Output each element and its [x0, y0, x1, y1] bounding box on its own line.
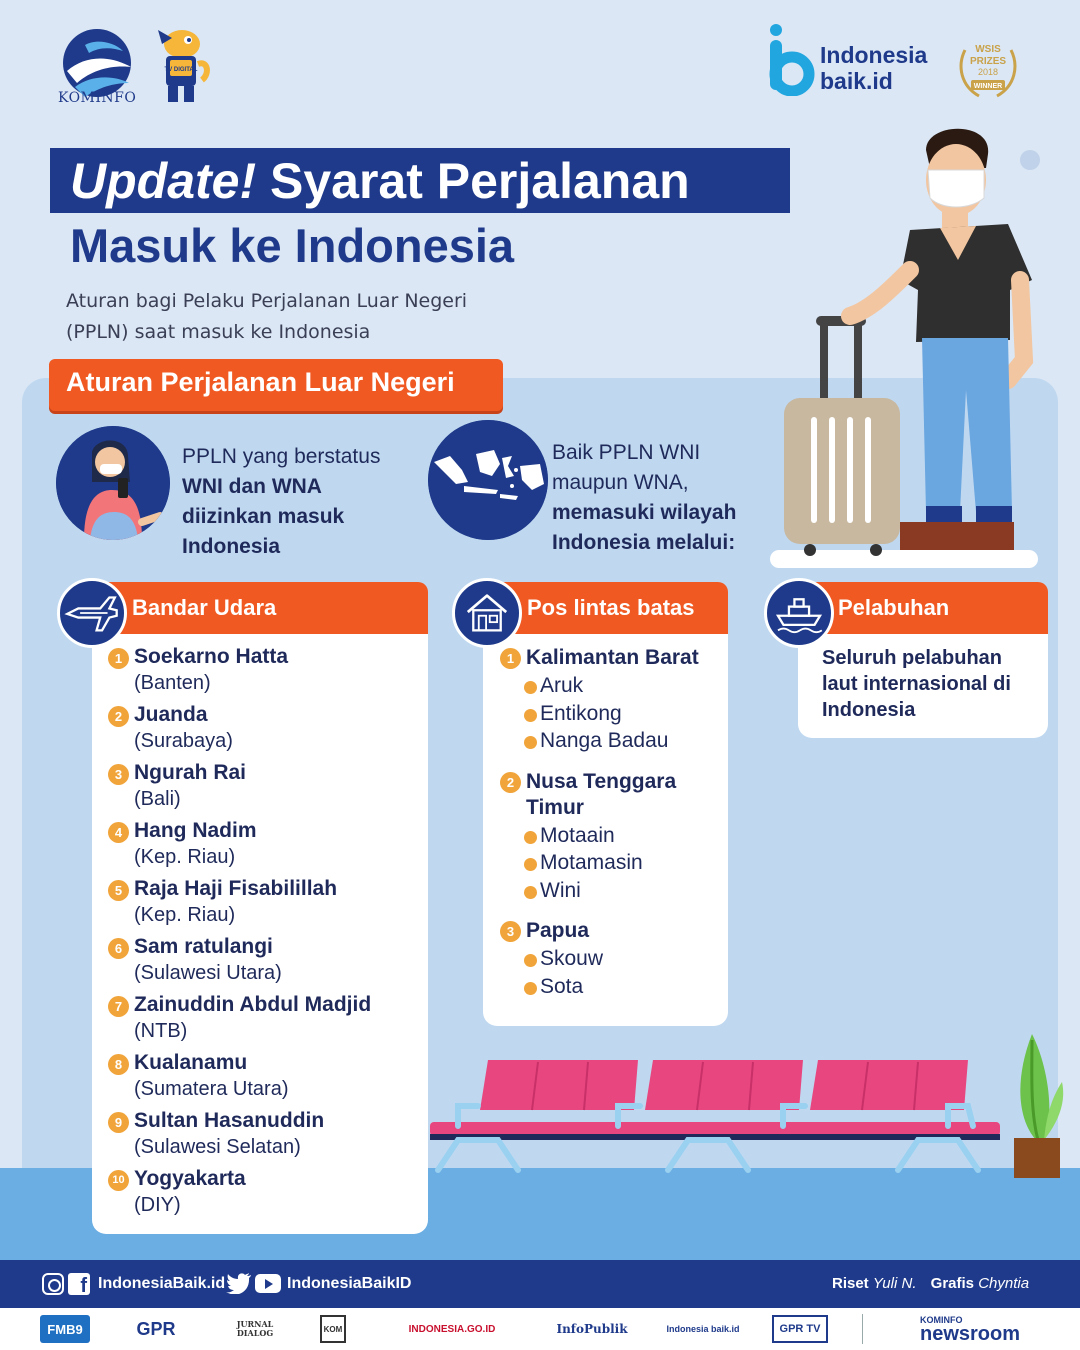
- jurnal-dialog-line-2: DIALOG: [236, 1328, 274, 1338]
- list-item: [498, 918, 726, 1000]
- rules-heading: Aturan Perjalanan Luar Negeri: [66, 367, 455, 397]
- intro-left-regular: PPLN yang berstatus: [182, 445, 381, 468]
- partner-gpr-logo: GPR: [136, 1318, 176, 1339]
- airport-region: (Sulawesi Selatan): [134, 1136, 301, 1158]
- wsis-award-badge-icon: [955, 36, 1021, 102]
- airport-name: Yogyakarta: [134, 1167, 246, 1190]
- intro-right-regular-1: Baik PPLN WNI: [552, 441, 701, 464]
- airport-name: Juanda: [134, 703, 208, 726]
- instagram-icon[interactable]: [42, 1273, 64, 1295]
- airport-name: Zainuddin Abdul Madjid: [134, 993, 372, 1016]
- potted-plant-icon: [1010, 1030, 1070, 1178]
- border-post: Aruk: [524, 672, 726, 700]
- mascot-tv-label: TV DIGITAL: [164, 67, 198, 73]
- award-line-3: 2018: [977, 67, 999, 77]
- airport-region: (Banten): [134, 672, 211, 694]
- partner-jurnal-dialog-logo: [232, 1315, 278, 1343]
- number-badge: 2: [500, 772, 521, 793]
- airport-list: [106, 644, 426, 1224]
- credit-graphic-label: Grafis: [930, 1275, 975, 1292]
- partner-komunika-logo: KOM: [320, 1315, 346, 1343]
- number-badge: 5: [108, 880, 129, 901]
- port-section-title: Pelabuhan: [838, 595, 950, 620]
- border-post-house-icon: [452, 578, 522, 648]
- border-post: Sota: [524, 973, 726, 1001]
- list-item: [498, 769, 726, 905]
- credits: [832, 1275, 1039, 1292]
- partner-indonesiabaik-logo: Indonesia baik.id: [666, 1324, 740, 1334]
- social-handle-id[interactable]: IndonesiaBaikID: [287, 1275, 412, 1292]
- list-item: [106, 1108, 426, 1166]
- brand-line-2: baik.id: [820, 68, 893, 94]
- airplane-icon: [57, 578, 127, 648]
- partner-fmb9-logo: FMB9: [40, 1315, 90, 1343]
- credit-graphic-name: Chyntia: [978, 1275, 1030, 1292]
- number-badge: 1: [500, 648, 521, 669]
- list-item: [106, 1050, 426, 1108]
- intro-left-bold-3: Indonesia: [182, 535, 281, 558]
- list-item: [106, 876, 426, 934]
- partner-gpr-tv-logo: GPR TV: [772, 1315, 828, 1343]
- airport-name: Kualanamu: [134, 1051, 248, 1074]
- airport-name: Sam ratulangi: [134, 935, 273, 958]
- border-section-title: Pos lintas batas: [527, 595, 695, 620]
- intro-left-text: [182, 442, 412, 562]
- newsroom-top-label: KOMINFO: [919, 1314, 963, 1325]
- subtitle: Aturan bagi Pelaku Perjalanan Luar Negeri (PPLN) saat masuk ke Indonesia: [66, 290, 468, 343]
- intro-right-text: [552, 438, 772, 558]
- traveler-woman-icon: [56, 426, 170, 540]
- twitter-icon[interactable]: [226, 1272, 252, 1294]
- airport-region: (DIY): [134, 1194, 181, 1216]
- port-description: Seluruh pelabuhan laut internasional di Indonesia: [822, 647, 1011, 721]
- tv-digital-mascot-icon: [148, 24, 210, 106]
- newsroom-label: newsroom: [919, 1322, 1021, 1345]
- airport-name: Ngurah Rai: [134, 761, 247, 784]
- credit-research-name: Yuli N.: [872, 1275, 917, 1292]
- border-post: Motamasin: [524, 849, 726, 877]
- list-item: [106, 1166, 426, 1224]
- airport-region: (Bali): [134, 788, 181, 810]
- list-item: [106, 818, 426, 876]
- list-item: [498, 645, 726, 755]
- ship-icon: [764, 578, 834, 648]
- airport-region: (Kep. Riau): [134, 846, 236, 868]
- title-line-1: [70, 152, 690, 210]
- number-badge: 8: [108, 1054, 129, 1075]
- award-line-1: WSIS: [975, 44, 1001, 55]
- list-item: [106, 702, 426, 760]
- border-post: Wini: [524, 877, 726, 905]
- intro-left-bold-2: diizinkan masuk: [182, 505, 345, 528]
- number-badge: 3: [500, 921, 521, 942]
- province-name: Nusa Tenggara Timur: [526, 769, 677, 819]
- title-line-1-rest: Syarat Perjalanan: [256, 153, 690, 209]
- number-badge: 4: [108, 822, 129, 843]
- intro-right-regular-2: maupun WNA,: [552, 471, 689, 494]
- facebook-icon[interactable]: f: [68, 1273, 90, 1295]
- brand-line-1: Indonesia: [820, 42, 928, 68]
- award-line-4: WINNER: [973, 83, 1003, 90]
- number-badge: 1: [108, 648, 129, 669]
- partner-infopublik-logo: InfoPublik: [556, 1322, 628, 1336]
- airport-region: (Surabaya): [134, 730, 233, 752]
- airport-region: (Sumatera Utara): [134, 1078, 289, 1100]
- border-post: Motaain: [524, 822, 726, 850]
- title-emphasis: Update!: [70, 153, 257, 209]
- partner-kominfo-newsroom-logo: [900, 1315, 1040, 1343]
- airport-region: (NTB): [134, 1020, 188, 1042]
- airport-region: (Sulawesi Utara): [134, 962, 282, 984]
- social-handle-website[interactable]: IndonesiaBaik.id: [98, 1275, 226, 1292]
- airport-section-title: Bandar Udara: [132, 595, 277, 620]
- youtube-icon[interactable]: [255, 1274, 281, 1293]
- number-badge: 7: [108, 996, 129, 1017]
- number-badge: 9: [108, 1112, 129, 1133]
- list-item: [106, 644, 426, 702]
- title-line-2: Masuk ke Indonesia: [70, 219, 515, 272]
- indonesiabaik-brand: [820, 42, 927, 94]
- airport-name: Hang Nadim: [134, 819, 257, 842]
- indonesia-map-icon: [428, 420, 548, 540]
- partner-indonesia-go-id-logo: INDONESIA.GO.ID: [408, 1323, 496, 1335]
- award-line-2: PRIZES: [969, 56, 1007, 67]
- list-item: [106, 992, 426, 1050]
- waiting-seats-icon: [428, 1030, 1008, 1180]
- airport-region: (Kep. Riau): [134, 904, 236, 926]
- list-item: [106, 760, 426, 818]
- number-badge: 6: [108, 938, 129, 959]
- kominfo-logo-text: KOMINFO: [58, 90, 137, 106]
- border-post: Nanga Badau: [524, 727, 726, 755]
- province-name: Kalimantan Barat: [526, 646, 699, 669]
- intro-right-bold-2: Indonesia melalui:: [552, 531, 736, 554]
- province-name: Papua: [526, 919, 590, 942]
- airport-name: Raja Haji Fisabilillah: [134, 877, 338, 900]
- number-badge: 10: [108, 1170, 129, 1191]
- traveler-man-with-suitcase-icon: [780, 120, 1040, 570]
- border-post-list: [524, 822, 726, 905]
- indonesiabaik-logo-icon: [766, 22, 816, 96]
- border-post: Skouw: [524, 945, 726, 973]
- intro-right-bold-1: memasuki wilayah: [552, 501, 737, 524]
- credit-research-label: Riset: [832, 1275, 869, 1292]
- number-badge: 2: [108, 706, 129, 727]
- border-post-list: [524, 945, 726, 1000]
- border-list: [498, 645, 726, 1014]
- partner-divider: [862, 1314, 863, 1344]
- airport-name: Sultan Hasanuddin: [134, 1109, 325, 1132]
- border-post: Entikong: [524, 700, 726, 728]
- intro-left-bold-1: WNI dan WNA: [182, 475, 322, 498]
- jurnal-dialog-line-1: JURNAL: [236, 1319, 274, 1329]
- border-post-list: [524, 672, 726, 755]
- list-item: [106, 934, 426, 992]
- airport-name: Soekarno Hatta: [134, 645, 289, 668]
- number-badge: 3: [108, 764, 129, 785]
